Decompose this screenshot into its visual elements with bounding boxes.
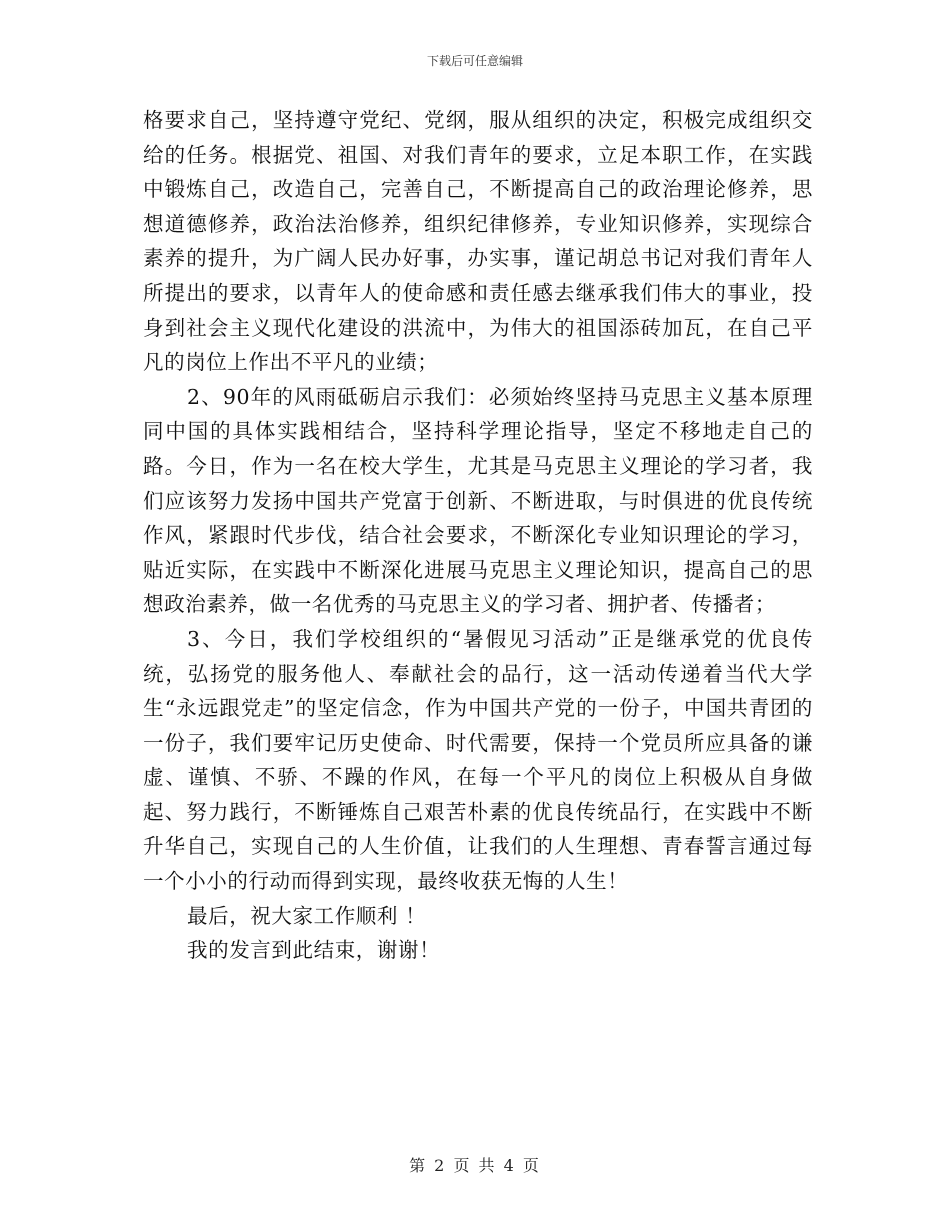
page-number-footer: 第 2 页 共 4 页 — [409, 1156, 541, 1175]
paragraph-1: 格要求自己，坚持遵守党纪、党纲，服从组织的决定，积极完成组织交给的任务。根据党、祖国、对我们青年的要求，立足本职工作，在实践中锻炼自己，改造自己，完善自己，不断提高自己的政治理论修养，思想道德修养，政治法治修养，组织纪律修养，专业知识修养，实现综合素养的提升，为广阔人民办好事，办实事，谨记胡总书记对我们青年人所提出的要求，以青年人的使命感和责任感去继承我们伟大的事业，投身到社会主义现代化建设的洪流中，为伟大的祖国添砖加瓦，在自己平凡的岗位上作出不平凡的业绩； — [143, 108, 813, 375]
paragraph-closing-wish: 最后，祝大家工作顺利 ！ — [187, 903, 427, 928]
document-body — [143, 103, 813, 968]
paragraph-closing-thanks: 我的发言到此结束，谢谢！ — [187, 938, 441, 963]
paragraph-2: 2、90年的风雨砥砺启示我们：必须始终坚持马克思主义基本原理同中国的具体实践相结合，坚持科学理论指导，坚定不移地走自己的路。今日，作为一名在校大学生，尤其是马克思主义理论的学习者，我们应该努力发扬中国共产党富于创新、不断进取，与时俱进的优良传统作风，紧跟时代步伐，结合社会要求，不断深化专业知识理论的学习，贴近实际，在实践中不断深化进展马克思主义理论知识，提高自己的思想政治素养，做一名优秀的马克思主义的学习者、拥护者、传播者； — [143, 384, 813, 617]
page-header-note: 下载后可任意编辑 — [426, 54, 523, 68]
paragraph-3: 3、今日，我们学校组织的“暑假见习活动”正是继承党的优良传统，弘扬党的服务他人、奉献社会的品行，这一活动传递着当代大学生“永远跟党走”的坚定信念，作为中国共产党的一份子，中国共青团的一份子，我们要牢记历史使命、时代需要，保持一个党员所应具备的谦虚、谨慎、不骄、不躁的作风，在每一个平凡的岗位上积极从自身做起、努力践行，不断锤炼自己艰苦朴素的优良传统品行，在实践中不断升华自己，实现自己的人生价值，让我们的人生理想、青春誓言通过每一个小小的行动而得到实现，最终收获无悔的人生！ — [143, 626, 813, 894]
